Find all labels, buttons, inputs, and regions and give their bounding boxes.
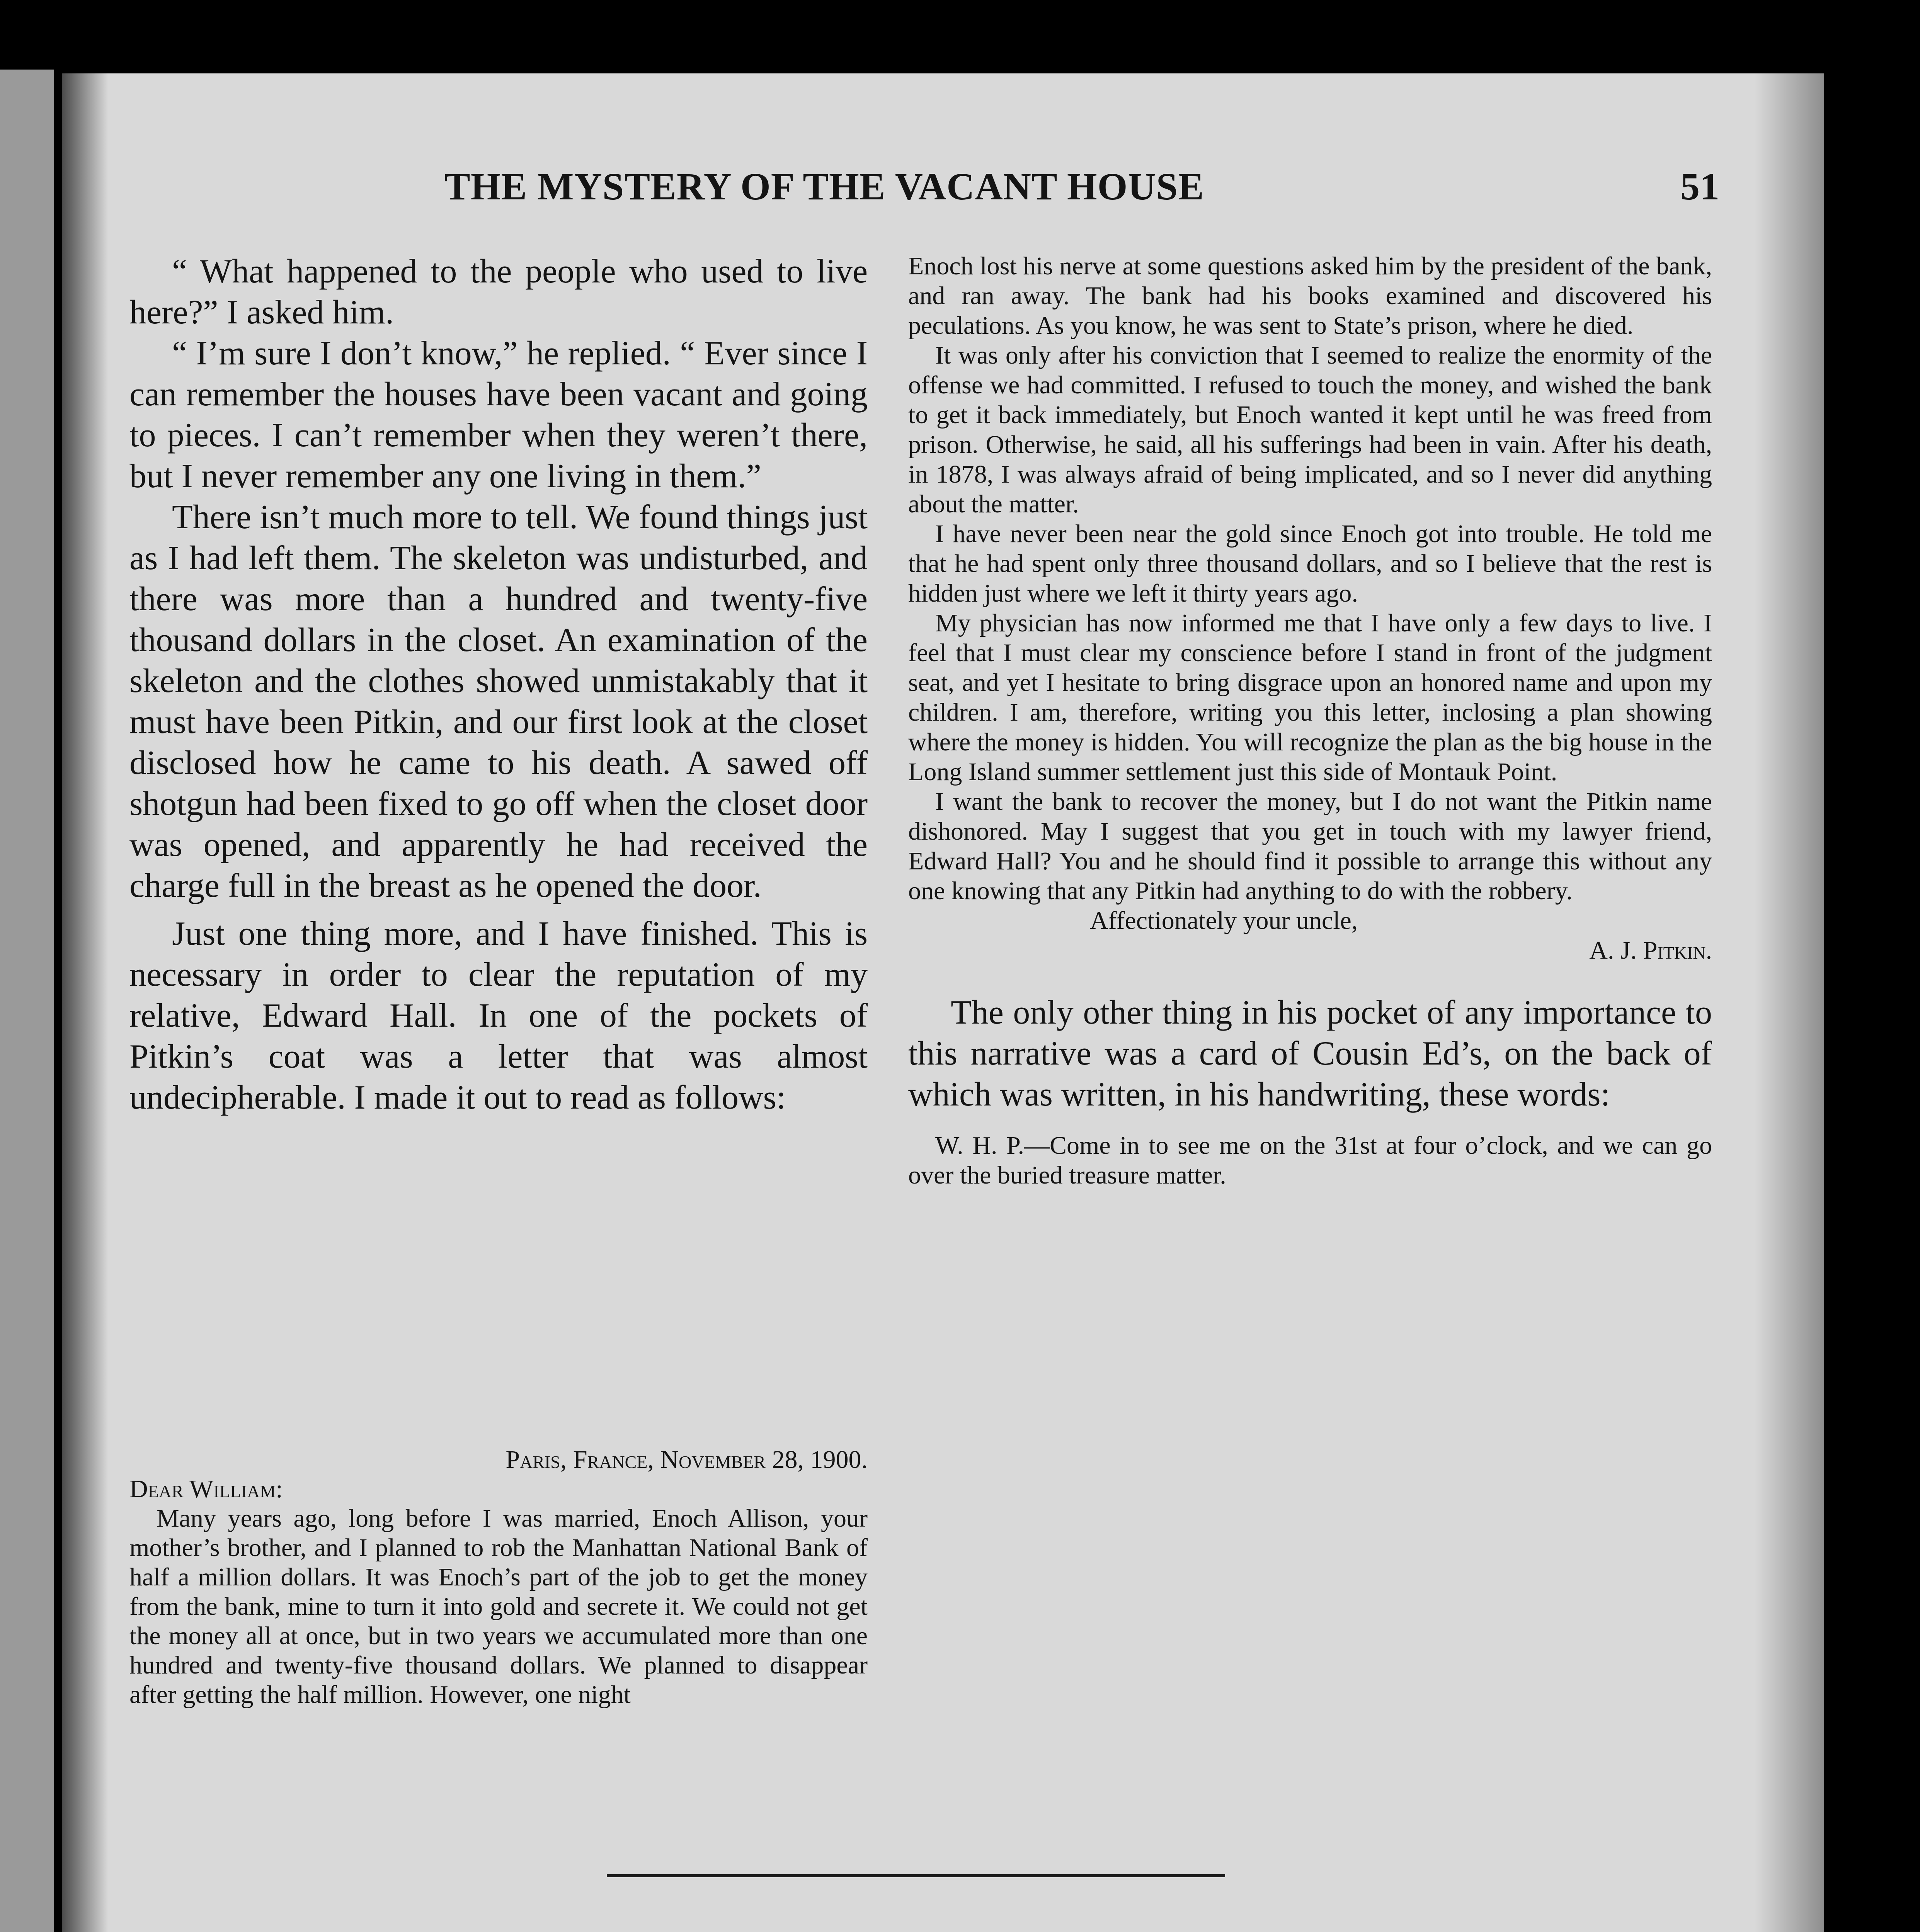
letter-paragraph: I want the bank to recover the money, but I do not want the Pitkin name dishonored. May I suggest that you get in touch with my lawyer friend, Edward Hall? You and he should find it possible to arrange this without any one knowing that any Pitkin had anything to do with the robbery. [908,787,1712,905]
letter-salutation: Dear William: [129,1475,283,1503]
gutter-shadow [62,73,108,1932]
letter-paragraph: Enoch lost his nerve at some questions asked him by the president of the bank, and ran away. The bank had his books examined and discovered his peculations. As you know, he was sent to State’s prison, where he died. [908,252,1712,340]
paragraph: There isn’t much more to tell. We found things just as I had left them. The skeleton was undisturbed, and there was more than a hundred and twenty-five thousand dollars in the closet. An examination of the skeleton and the clothes showed unmistakably that it must have been Pitkin, and our first look at the closet disclosed how he came to his death. A sawed off shotgun had been fixed to go off when the closet door was opened, and apparently he had received the charge full in the breast as he opened the door. [129,498,868,905]
right-column [908,251,1712,1190]
card-note: W. H. P.—Come in to see me on the 31st at four o’clock, and we can go over the buried treasure matter. [908,1131,1712,1189]
letter-paragraph: My physician has now informed me that I have only a few days to live. I feel that I must clear my conscience before I stand in front of the judgment seat, and yet I hesitate to bring disgrace upon an honored name and upon my children. I am, therefore, writing you this letter, inclosing a plan showing where the money is hidden. You will recognize the plan as the big house in the Long Island summer settlement just this side of Montauk Point. [908,609,1712,786]
adjacent-page-edge [0,70,54,1932]
letter-signature: A. J. Pitkin. [1589,936,1712,964]
letter-closing: Affectionately your uncle, [1090,906,1358,935]
narrative-paragraph: The only other thing in his pocket of any importance to this narrative was a card of Cousin Ed’s, on the back of which was written, in his handwriting, these words: [908,994,1712,1113]
running-title: THE MYSTERY OF THE VACANT HOUSE [444,165,1204,208]
letter-paragraph: I have never been near the gold since Enoch got into trouble. He told me that he had spent only three thousand dollars, and so I believe that the rest is hidden just where we left it thirty years ago. [908,520,1712,607]
left-column [129,251,868,1118]
page-number: 51 [1680,165,1720,208]
paragraph: “ What happened to the people who used to live here?” I asked him. [129,253,868,331]
letter-paragraph: It was only after his conviction that I seemed to realize the enormity of the offense we had committed. I refused to touch the money, and wished the bank to get it back immediately, but Enoch wanted it kept until he was freed from prison. Otherwise, he said, all his sufferings had been in vain. After his death, in 1878, I was always afraid of being implicated, and so I never did anything about the matter. [908,341,1712,518]
paragraph: “ I’m sure I don’t know,” he replied. “ Ever since I can remember the houses have been vacant and going to pieces. I can’t remember when they weren’t there, but I never remember any one living in them.” [129,335,868,495]
page-header [444,164,1720,211]
letter-start [129,1445,868,1709]
letter-paragraph: Many years ago, long before I was married, Enoch Allison, your mother’s brother, and I planned to rob the Manhattan National Bank of half a million dollars. It was Enoch’s part of the job to get the money from the bank, mine to turn it into gold and secrete it. We could not get the money all at once, but in two years we accumulated more than one hundred and twenty-five thousand dollars. We planned to disappear after getting the half million. However, one night [129,1504,868,1709]
section-divider [607,1874,1225,1877]
paragraph: Just one thing more, and I have finished. This is necessary in order to clear the reputation of my relative, Edward Hall. In one of the pockets of Pitkin’s coat was a letter that was almost undecipherable. I made it out to read as follows: [129,915,868,1116]
page-edge-shadow [1755,73,1824,1932]
letter-dateline: Paris, France, November 28, 1900. [506,1446,868,1474]
